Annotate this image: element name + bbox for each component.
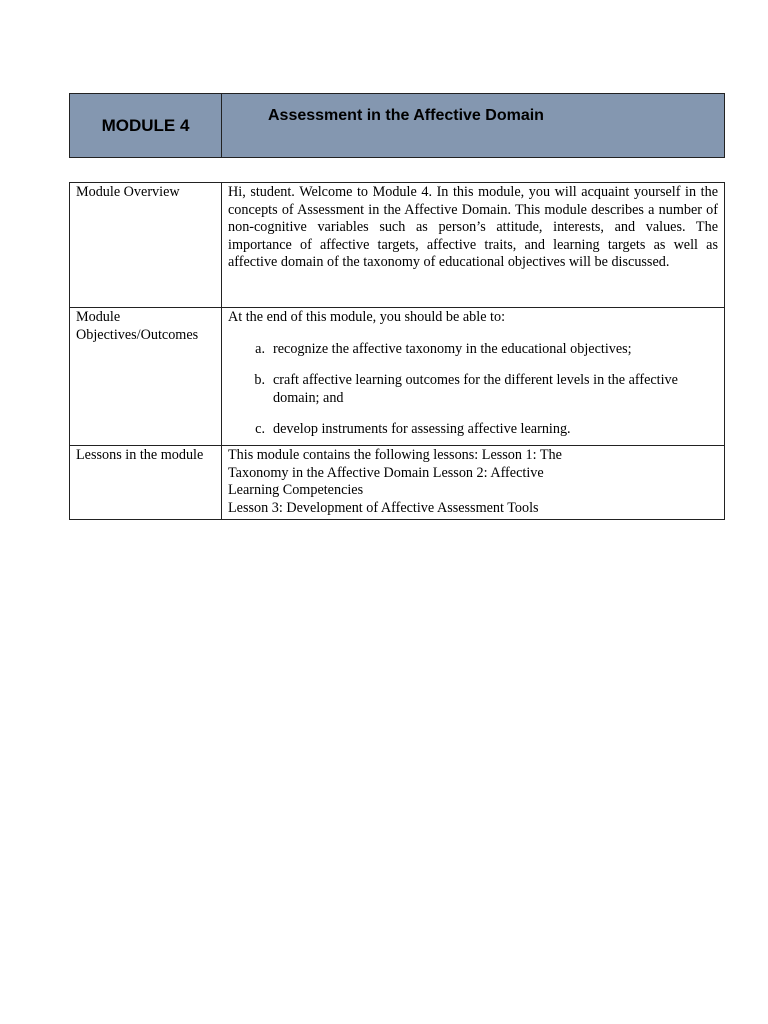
lessons-label: Lessons in the module bbox=[76, 447, 204, 463]
list-marker: a. bbox=[255, 340, 265, 357]
table-row bbox=[70, 183, 725, 308]
module-number: MODULE 4 bbox=[101, 115, 190, 135]
objectives-label-cell bbox=[70, 308, 222, 446]
lessons-line: Taxonomy in the Affective Domain Lesson 2: Affective bbox=[228, 464, 544, 481]
objectives-label-line1: Module bbox=[76, 309, 121, 325]
table-row bbox=[70, 446, 725, 520]
overview-content-cell bbox=[222, 183, 725, 308]
objective-text: recognize the affective taxonomy in the educational objectives; bbox=[273, 340, 632, 357]
table-row bbox=[70, 308, 725, 446]
list-marker: c. bbox=[255, 421, 265, 438]
module-info-table bbox=[69, 182, 725, 520]
list-marker: b. bbox=[254, 372, 265, 389]
lessons-line: Learning Competencies bbox=[228, 482, 364, 499]
list-item bbox=[228, 372, 718, 407]
overview-text: Hi, student. Welcome to Module 4. In this module, you will acquaint yourself in the concepts of Assessment in the Affective Domain. This module describes a number of non-cognitive variables such as person’s attitude, interests, and values. The importance of affective targets, affective traits, and learning targets as well as affective domain of the taxonomy of educational objectives will be discussed. bbox=[228, 184, 718, 271]
list-item bbox=[228, 341, 718, 359]
lessons-label-cell bbox=[70, 446, 222, 520]
objectives-list bbox=[228, 341, 718, 439]
objective-text: craft affective learning outcomes for the different levels in the affective domain; and bbox=[273, 372, 678, 406]
list-item bbox=[228, 421, 718, 439]
module-number-cell bbox=[70, 94, 222, 157]
module-header bbox=[69, 93, 725, 158]
overview-label: Module Overview bbox=[76, 184, 180, 200]
objectives-content-cell bbox=[222, 308, 725, 446]
lessons-line: Lesson 3: Development of Affective Assessment Tools bbox=[228, 499, 539, 516]
objective-text: develop instruments for assessing affective learning. bbox=[273, 421, 571, 438]
objectives-intro: At the end of this module, you should be able to: bbox=[228, 309, 506, 325]
objectives-label-line2: Objectives/Outcomes bbox=[76, 326, 199, 343]
lessons-content-cell bbox=[222, 446, 725, 520]
overview-label-cell bbox=[70, 183, 222, 308]
module-title-cell bbox=[222, 94, 724, 157]
module-title: Assessment in the Affective Domain bbox=[268, 107, 544, 124]
lessons-line: This module contains the following lessons: Lesson 1: The bbox=[228, 447, 562, 463]
